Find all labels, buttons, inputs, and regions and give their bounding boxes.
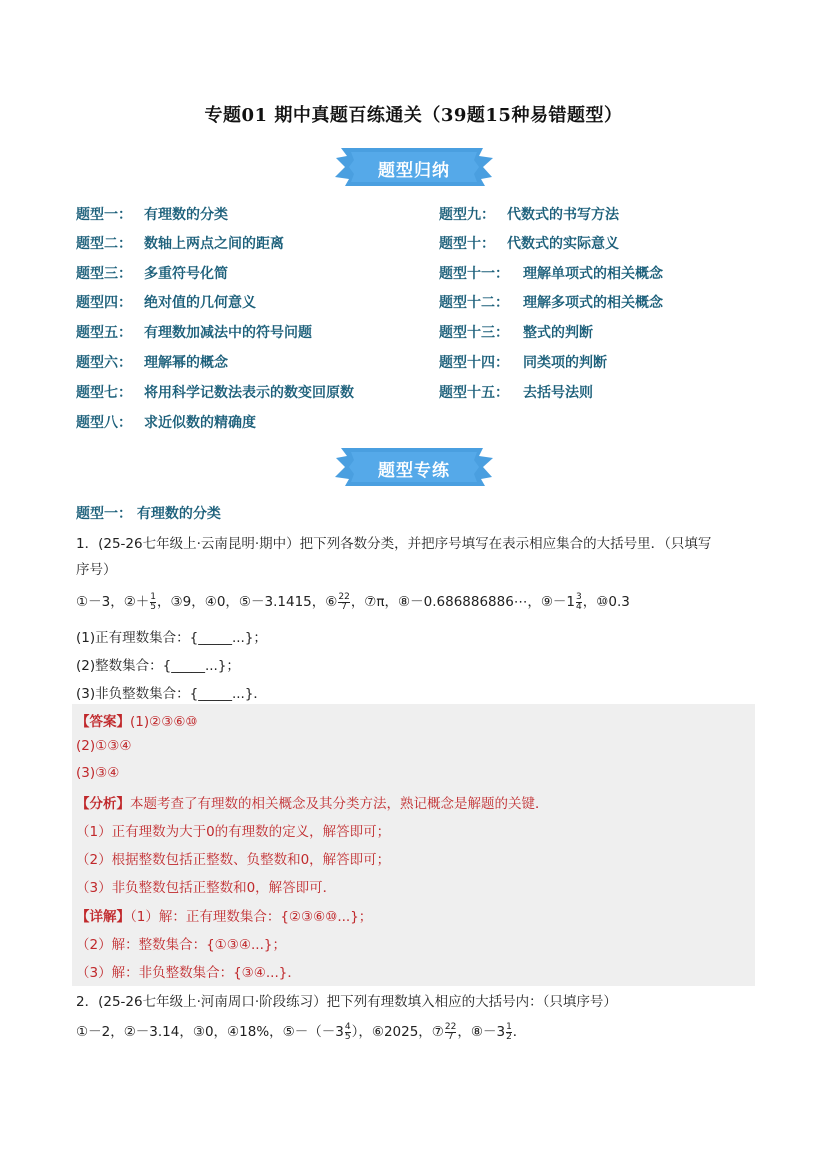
analysis-line: 【分析】本题考查了有理数的相关概念及其分类方法，熟记概念是解题的关键． [76, 796, 549, 812]
number-list: ①－3，②＋ $\frac{1}{5}$ ，③9，④0，⑤－3.1415，⑥ $\frac{22}{7}$ ，⑦π，⑧－0.686886886⋯，⑨－1 $\frac{3}{4}$ ，⑩0.3 [76, 591, 630, 612]
fraction: $\frac{22}{7}$ [338, 591, 350, 612]
toc-item[interactable]: 题型十一： 理解单项式的相关概念 [439, 266, 663, 282]
banner-label: 题型专练 [378, 461, 450, 481]
banner-label: 题型归纳 [378, 161, 450, 181]
question-part: (1)正有理数集合：{_____...}； [76, 630, 267, 646]
fraction: $\frac{22}{7}$ [444, 1021, 457, 1042]
detail-line: （3）解：非负整数集合：{③④...}． [76, 965, 301, 981]
fraction: $\frac{3}{4}$ [576, 591, 582, 612]
toc-item[interactable]: 题型四： 绝对值的几何意义 [76, 295, 256, 311]
toc-item[interactable]: 题型七： 将用科学记数法表示的数变回原数 [76, 385, 354, 401]
toc-item[interactable]: 题型五： 有理数加减法中的符号问题 [76, 325, 312, 341]
toc-item[interactable]: 题型二： 数轴上两点之间的距离 [76, 236, 284, 252]
toc-item[interactable]: 题型十四： 同类项的判断 [439, 355, 607, 371]
page-title: 专题01 期中真题百练通关（39题15种易错题型） [204, 105, 623, 126]
toc-item[interactable]: 题型三： 多重符号化简 [76, 266, 228, 282]
question-part: (3)非负整数集合：{_____...}． [76, 686, 267, 702]
analysis-line: （2）根据整数包括正整数、负整数和0，解答即可； [76, 852, 391, 868]
number-list: ①－2，②－3.14，③0，④18%，⑤－（－3 $\frac{4}{5}$ ），⑥2025，⑦ $\frac{22}{7}$ ，⑧－3 $\frac{1}{2}$ ． [76, 1021, 527, 1042]
analysis-line: （1）正有理数为大于0的有理数的定义，解答即可； [76, 824, 391, 840]
toc-item[interactable]: 题型六： 理解幂的概念 [76, 355, 228, 371]
toc-item[interactable]: 题型一： 有理数的分类 [76, 207, 228, 223]
question-stem: 1．(25-26七年级上·云南昆明·期中）把下列各数分类，并把序号填写在表示相应集合的大括号里．（只填写 [76, 536, 712, 552]
question-stem-cont: 序号） [76, 562, 117, 578]
banner-type-practice [333, 446, 495, 488]
toc-item[interactable]: 题型十： 代数式的实际意义 [439, 236, 619, 252]
fraction: $\frac{1}{2}$ [506, 1021, 512, 1042]
fraction: $\frac{1}{5}$ [150, 591, 157, 612]
analysis-line: （3）非负整数包括正整数和0，解答即可． [76, 880, 337, 896]
question-part: (2)整数集合：{_____...}； [76, 658, 240, 674]
banner-type-summary [333, 146, 495, 188]
toc-item[interactable]: 题型十三： 整式的判断 [439, 325, 593, 341]
answer-line: 【答案】(1)②③⑥⑩ [76, 714, 198, 730]
detail-line: （2）解：整数集合：{①③④...}； [76, 937, 286, 953]
question-stem: 2．(25-26七年级上·河南周口·阶段练习）把下列有理数填入相应的大括号内：（只填序号） [76, 994, 617, 1010]
toc-item[interactable]: 题型八： 求近似数的精确度 [76, 415, 256, 431]
fraction: $\frac{4}{5}$ [344, 1021, 351, 1042]
detail-line: 【详解】（1）解：正有理数集合：{②③⑥⑩...}； [76, 909, 373, 925]
answer-line: (3)③④ [76, 765, 120, 781]
answer-line: (2)①③④ [76, 738, 132, 754]
toc-item[interactable]: 题型十五： 去括号法则 [439, 385, 593, 401]
toc-item[interactable]: 题型十二： 理解多项式的相关概念 [439, 295, 663, 311]
section-heading: 题型一： 有理数的分类 [76, 506, 221, 522]
toc-item[interactable]: 题型九： 代数式的书写方法 [439, 207, 619, 223]
